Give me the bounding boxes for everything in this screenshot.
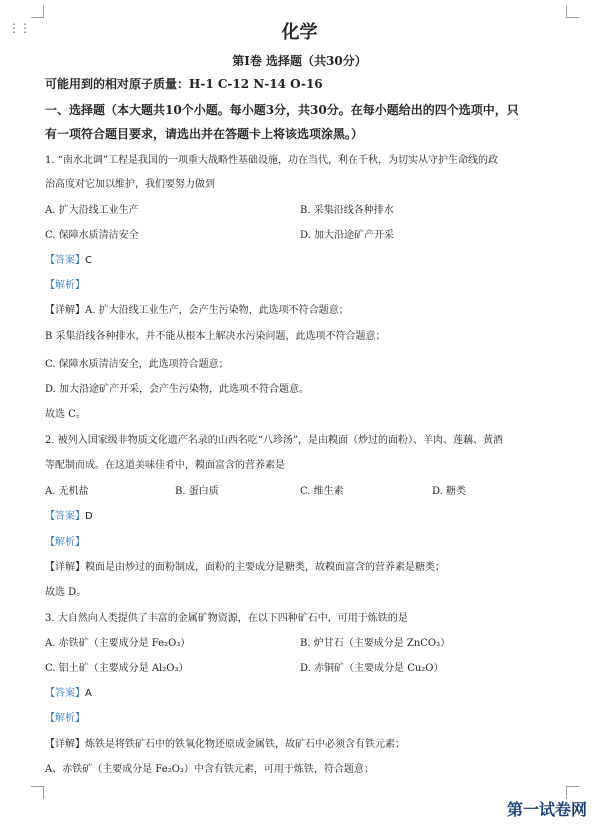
q3-detail-line2: A、赤铁矿（主要成分是 Fe₂O₃）中含有铁元素，可用于炼铁，符合题意； [45,764,374,775]
q1-option-b: B. 采集沿线各种排水 [300,205,394,216]
part-heading: 第Ⅰ卷 选择题（共30分） [232,54,367,68]
q3-detail-line1 [45,738,405,752]
q2-detail-label: 【详解】 [45,562,85,573]
q3-option-a: A. 赤铁矿（主要成分是 Fe₂O₃） [45,638,191,649]
q1-detail-label: 【详解】 [45,305,85,316]
q1-answer [45,254,92,268]
q1-detail-line2: B 采集沿线各种排水，并不能从根本上解决水污染问题，此选项不符合题意； [45,331,386,342]
section-heading-line2: 有一项符合题目要求，请选出并在答题卡上将该选项涂黑。） [45,127,364,141]
q1-option-c: C. 保障水质清洁安全 [45,230,139,241]
q1-conclusion: 故选 C。 [45,409,86,420]
q2-answer-label: 【答案】 [45,511,85,522]
site-watermark-logo: 第一试卷网 [506,800,587,819]
q1-detail-line4: D. 加大沿途矿产开采，会产生污染物，此选项不符合题意。 [45,384,310,395]
crop-mark-top-right [566,5,579,18]
q2-stem-line1: 2. 被列入国家级非物质文化遗产名录的山西名吃“八珍汤”，是由糗面（炒过的面粉）、羊肉、莲藕、黄酒 [45,435,503,446]
q1-analysis-label: 【解析】 [45,280,85,291]
q2-detail-line1 [45,561,445,575]
q2-stem-line2: 等配制而成。在这道美味佳肴中，糗面富含的营养素是 [45,460,285,471]
q1-detail-line3: C. 保障水质清洁安全，此选项符合题意； [45,359,229,370]
section-heading-line1: 一、选择题（本大题共10个小题。每小题3分，共30分。在每小题给出的四个选项中，只 [45,103,519,117]
q3-analysis-label: 【解析】 [45,713,85,724]
q1-option-a: A. 扩大沿线工业生产 [45,205,139,216]
q2-option-a: A. 无机盐 [45,486,89,497]
q1-option-d: D. 加大沿途矿产开采 [300,230,395,241]
q2-detail-text1: 糗面是由炒过的面粉制成，面粉的主要成分是糖类，故糗面富含的营养素是糖类； [85,562,445,573]
q3-answer-label: 【答案】 [45,688,85,699]
q3-answer-value: A [85,688,92,699]
q2-conclusion: 故选 D。 [45,587,87,598]
q1-answer-label: 【答案】 [45,255,85,266]
q3-option-c: C. 铝土矿（主要成分是 Al₂O₃） [45,663,189,674]
q3-detail-text1: 炼铁是将铁矿石中的铁氧化物还原成金属铁，故矿石中必须含有铁元素； [85,739,405,750]
q2-option-d: D. 糖类 [432,486,467,497]
q2-analysis-label: 【解析】 [45,537,85,548]
q3-detail-label: 【详解】 [45,739,85,750]
q2-answer-value: D [85,511,93,522]
q3-option-d: D. 赤铜矿（主要成分是 Cu₂O） [300,663,444,674]
q1-detail-line1 [45,304,349,318]
crop-mark-bottom-left [31,786,44,799]
document-title: 化学 [281,22,318,43]
crop-mark-top-left [31,5,44,18]
q2-option-b: B. 蛋白质 [175,486,219,497]
q2-option-c: C. 维生素 [300,486,344,497]
atomic-masses: 可能用到的相对原子质量：H-1 C-12 N-14 O-16 [45,77,323,91]
q3-answer [45,687,92,701]
q1-stem-line2: 治高度对它加以维护，我们要努力做到 [45,179,215,190]
q1-detail-text1: A. 扩大沿线工业生产，会产生污染物，此选项不符合题意； [85,305,349,316]
drag-handle-icon[interactable]: ⋮⋮ [8,21,30,35]
q1-stem-line1: 1. “南水北调”工程是我国的一项重大战略性基础设施，功在当代，利在千秋，为切实从守护生命线的政 [45,155,498,166]
q3-option-b: B. 炉甘石（主要成分是 ZnCO₃） [300,638,451,649]
q2-answer [45,510,93,524]
q1-answer-value: C [85,255,92,266]
q3-stem-line1: 3. 大自然向人类提供了丰富的金属矿物资源，在以下四种矿石中，可用于炼铁的是 [45,613,408,624]
